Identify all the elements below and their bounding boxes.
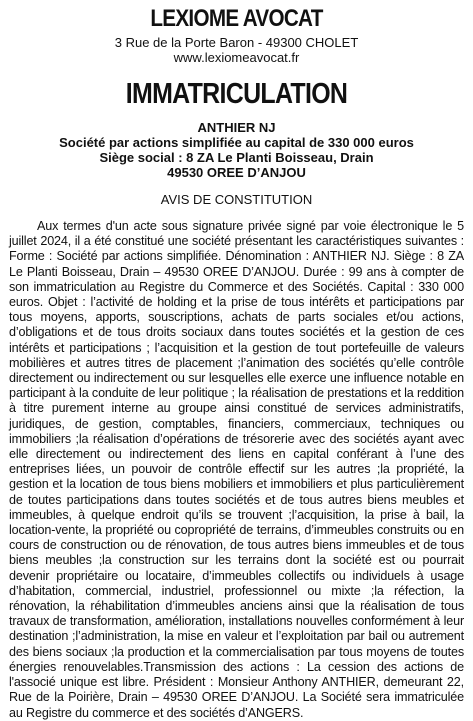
notice-body: Aux termes d'un acte sous signature privée signé par voie électronique le 5 juillet 2024, il a été constitué une société présentant les caractéristiques suivantes : Forme : Société par actions simplifiée. Dénomination : ANTHIER NJ. Siège : 8 ZA Le Planti Boisseau, Drain – 49530 OREE D’ANJOU. Durée : 99 ans à compter de son immatriculation au Registre du Commerce et des Sociétés. Capital : 330 000 euros. Objet : l’activité de holding et la prise de tous intérêts et participations par tous moyens, apports, souscriptions, achats de parts sociales et/ou actions, d’obligations et de tous droits sociaux dans toutes sociétés et la gestion de ces intérêts et participations ; l’acquisition et la gestion de tout portefeuille de valeurs mobilières et autres titres de placement ;l’animation des sociétés qu’elle contrôle directement ou indirectement ou sur lesquelles elle exerce une influence notable en participant à la conduite de leur politique ; la réalisation de prestations et la reddition à titre purement interne au groupe ainsi constitué de services administratifs, juridiques, de gestion, comptables, financiers, commerciaux, techniques ou immobiliers ;la réalisation d’opérations de trésorerie avec des sociétés ayant avec elle directement ou indirectement des liens en capital conférant à l’une des entreprises liées, un pouvoir de contrôle effectif sur les autres ;la propriété, la gestion et la location de tous biens mobiliers et immobiliers et plus particulièrement de toutes participations dans toutes sociétés et de tous autres biens meubles et immeubles, à quelque endroit qu’ils se trouvent ;l’acquisition, la prise à bail, la location-vente, la propriété ou copropriété de terrains, d’immeubles construits ou en cours de construction ou de rénovation, de tous autres biens immeubles et de tous biens meubles ;la construction sur les terrains dont la société est ou pourrait devenir propriétaire ou locataire, d’immeubles collectifs ou individuels à usage d’habitation, commercial, industriel, professionnel ou mixte ;la réfection, la rénovation, la réhabilitation d’immeubles anciens ainsi que la réalisation de tous travaux de transformation, amélioration, installations nouvelles conformément à leur destination ;l’administration, la mise en valeur et l’exploitation par bail ou autrement des biens sociaux ;la production et la commercialisation par tous moyens de toutes énergies renouvelables.Transmission des actions : La cession des actions de l'associé unique est libre. Président : Monsieur Anthony ANTHIER, demeurant 22, Rue de la Poirière, Drain – 49530 OREE D’ANJOU. La Société sera immatriculée au Registre du commerce et des sociétés d’ANGERS.	[9, 219, 464, 720]
firm-website: www.lexiomeavocat.fr	[173, 50, 300, 65]
notice-heading: AVIS DE CONSTITUTION	[160, 192, 313, 207]
firm-address: 3 Rue de la Porte Baron - 49300 CHOLET	[114, 35, 359, 50]
company-name: ANTHIER NJ	[197, 120, 276, 135]
firm-name: LEXIOME AVOCAT	[150, 5, 323, 32]
notice-title: IMMATRICULATION	[125, 78, 348, 110]
company-postal-city: 49530 OREE D’ANJOU	[167, 165, 306, 180]
company-registered-office: Siège social : 8 ZA Le Planti Boisseau, Drain	[99, 150, 374, 165]
company-form: Société par actions simplifiée au capital de 330 000 euros	[59, 135, 414, 150]
